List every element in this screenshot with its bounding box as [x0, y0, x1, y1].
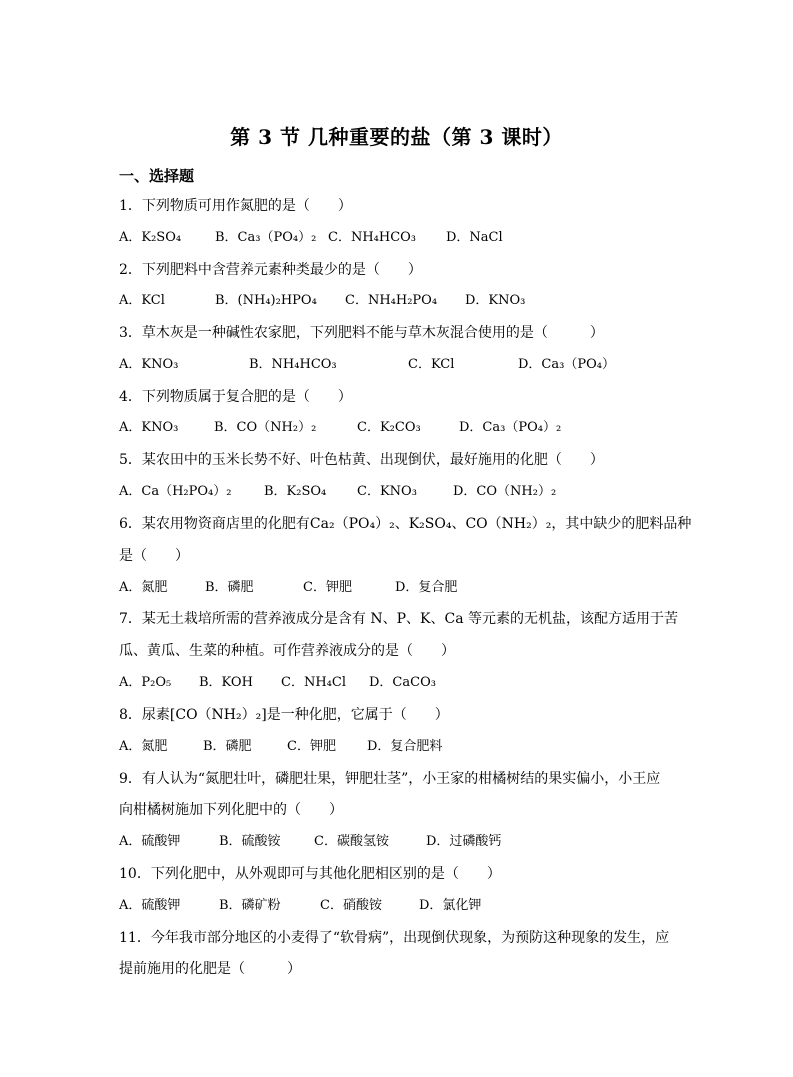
- option: B．Ca₃（PO₄）₂: [215, 230, 317, 245]
- option: D．过磷酸钙: [426, 834, 502, 849]
- options-row: [119, 578, 457, 598]
- question-stem: 2．下列肥料中含营养元素种类最少的是（ ）: [119, 262, 422, 278]
- question-stem: 9．有人认为“氮肥壮叶，磷肥壮果，钾肥壮茎”，小王家的柑橘树结的果实偏小，小王应: [119, 771, 661, 787]
- options-row: [119, 896, 481, 916]
- question-stem: 5．某农田中的玉米长势不好、叶色枯黄、出现倒伏，最好施用的化肥（ ）: [119, 452, 604, 468]
- option: C．钾肥: [287, 739, 336, 754]
- question-stem: 7．某无土栽培所需的营养液成分是含有 N、P、K、Ca 等元素的无机盐，该配方适用于苦: [119, 611, 678, 627]
- option: D．Ca₃（PO₄）: [518, 357, 615, 372]
- option: B．NH₄HCO₃: [249, 357, 337, 372]
- option: D．复合肥料: [367, 739, 443, 754]
- option: B．磷矿粉: [219, 898, 281, 913]
- options-row: [119, 355, 615, 375]
- question-stem: 6．某农用物资商店里的化肥有Ca₂（PO₄）₂、K₂SO₄、CO（NH₂）₂，其中缺少的肥料品种: [119, 516, 692, 532]
- question-stem: 瓜、黄瓜、生菜的种植。可作营养液成分的是（ ）: [119, 643, 455, 659]
- page-title: 第 3 节 几种重要的盐（第 3 课时）: [230, 125, 563, 149]
- options-row: [119, 228, 503, 248]
- option: C．NH₄Cl: [281, 675, 346, 690]
- option: A．硫酸钾: [119, 834, 181, 849]
- option: C．钾肥: [303, 580, 352, 595]
- options-row: [119, 737, 442, 757]
- question-stem: 4．下列物质属于复合肥的是（ ）: [119, 389, 352, 405]
- option: B．硫酸铵: [219, 834, 281, 849]
- option: B．磷肥: [203, 739, 252, 754]
- question-stem: 1．下列物质可用作氮肥的是（ ）: [119, 198, 352, 214]
- question-stem: 是（ ）: [119, 548, 189, 564]
- question-stem: 8．尿素[CO（NH₂）₂]是一种化肥，它属于（ ）: [119, 707, 449, 723]
- option: C．KCl: [408, 357, 455, 372]
- option: D．氯化钾: [419, 898, 482, 913]
- option: C．碳酸氢铵: [314, 834, 389, 849]
- option: A．硫酸钾: [119, 898, 181, 913]
- question-stem: 提前施用的化肥是（ ）: [119, 961, 301, 977]
- options-row: [119, 291, 525, 311]
- option: A．氮肥: [119, 580, 168, 595]
- option: A．P₂O₅: [119, 675, 172, 690]
- option: B．(NH₄)₂HPO₄: [215, 293, 317, 308]
- option: A．KCl: [119, 293, 165, 308]
- option: B．CO（NH₂）₂: [214, 420, 317, 435]
- option: A．K₂SO₄: [119, 230, 182, 245]
- option: C．硝酸铵: [320, 898, 382, 913]
- option: A．Ca（H₂PO₄）₂: [119, 484, 232, 499]
- question-stem: 向柑橘树施加下列化肥中的（ ）: [119, 802, 343, 818]
- option: B．KOH: [199, 675, 253, 690]
- question-stem: 11．今年我市部分地区的小麦得了“软骨病”，出现倒伏现象，为预防这种现象的发生，应: [119, 930, 670, 946]
- option: D．CaCO₃: [369, 675, 436, 690]
- options-row: [119, 832, 501, 852]
- options-row: [119, 418, 561, 438]
- option: D．Ca₃（PO₄）₂: [459, 420, 562, 435]
- option: B．K₂SO₄: [264, 484, 327, 499]
- question-stem: 3．草木灰是一种碱性农家肥，下列肥料不能与草木灰混合使用的是（ ）: [119, 325, 604, 341]
- option: A．KNO₃: [119, 420, 179, 435]
- question-stem: 10．下列化肥中，从外观即可与其他化肥相区别的是（ ）: [119, 866, 501, 882]
- options-row: [119, 482, 556, 502]
- section-heading: 一、选择题: [119, 167, 195, 185]
- option: C．K₂CO₃: [357, 420, 421, 435]
- options-row: [119, 673, 436, 693]
- option: C．NH₄H₂PO₄: [345, 293, 438, 308]
- option: A．氮肥: [119, 739, 168, 754]
- option: C．KNO₃: [357, 484, 417, 499]
- option: B．磷肥: [205, 580, 254, 595]
- option: C．NH₄HCO₃: [328, 230, 417, 245]
- option: D．NaCl: [446, 230, 503, 245]
- option: D．KNO₃: [465, 293, 526, 308]
- option: A．KNO₃: [119, 357, 179, 372]
- option: D．CO（NH₂）₂: [453, 484, 557, 499]
- option: D．复合肥: [395, 580, 458, 595]
